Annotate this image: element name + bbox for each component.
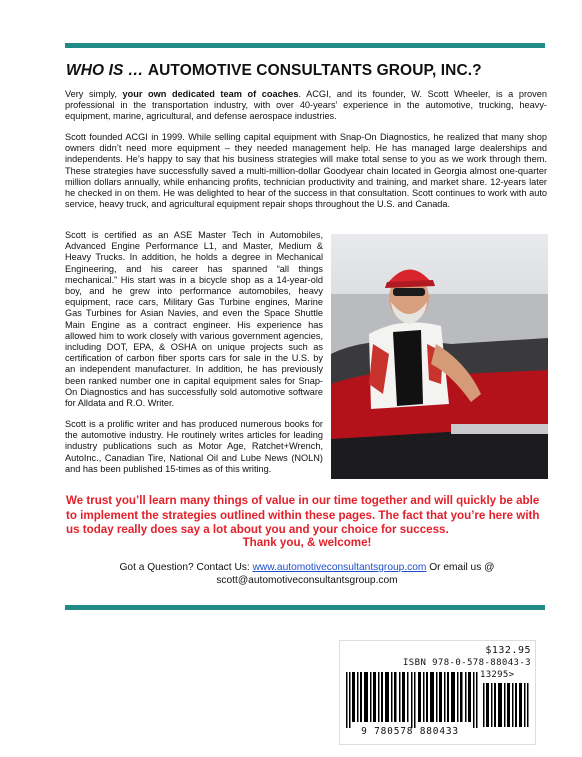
page-title — [66, 62, 546, 80]
intro-paragraph — [65, 89, 547, 123]
credentials-paragraph: Scott is certified as an ASE Master Tech in Automobiles, Advanced Engine Performance L1, and Master, Medium & Heavy Trucks. In addition, he holds a degree in Mechanical Engineering, and his career has spanned “all things mechanical.” His start was in a bicycle shop as a 14-year-old boy, and he grew into performance automobiles, heavy equipment, race cars, Military Gas Turbine engines, Marine Gas Turbines for Asian Navies, and even the Space Shuttle Main Engine as a contract engineer. His experience has allowed him to work closely with various government agencies, including DOT, EPA, & OSHA on unique projects such as certification of carbon fiber sports cars for sale in the U.S. by an independent manufacturer. In addition, he has previously been ranked number one in capital equipment sales for Snap-On Diagnostics and has successfully sold automotive software for Alldata and R.O. Writer. — [65, 230, 323, 409]
intro-text-end: . ACGI, and its founder, W. Scott Wheeler, is a proven professional in the transportation industry, with over 40-years’ experience in the automotive, trucking, heavy-equipment, marine, agricultural, and defense aerospace industries. — [65, 89, 547, 122]
top-divider — [65, 43, 545, 48]
isbn-label: ISBN 978-0-578-88043-3 — [402, 658, 531, 668]
author-photo — [331, 234, 548, 479]
intro-bold-text: your own dedicated team of coaches — [122, 89, 299, 99]
contact-prefix: Got a Question? Contact Us: — [119, 562, 253, 573]
thanks-message: Thank you, & welcome! — [242, 536, 372, 549]
ean-barcode — [346, 672, 480, 728]
ean-digits: 9 780578 880433 — [361, 726, 459, 737]
email-address: scott@automotiveconsultantsgroup.com — [216, 575, 398, 586]
intro-text-start: Very simply, — [65, 89, 123, 99]
addon-barcode — [483, 683, 529, 727]
title-lead: WHO IS … — [66, 62, 148, 79]
bottom-divider — [65, 605, 545, 610]
closing-message: We trust you’ll learn many things of value in our time together and will quickly be able to implement the strategies outlined within these pages. The fact that you’re here with us today really does say a lot about you and your choice for success. — [66, 494, 540, 536]
title-rest: AUTOMOTIVE CONSULTANTS GROUP, INC.? — [147, 62, 482, 79]
isbn-barcode-block — [339, 640, 536, 745]
addon-digits: 13295> — [480, 670, 515, 680]
website-link[interactable]: www.automotiveconsultantsgroup.com — [252, 562, 427, 573]
history-paragraph: Scott founded ACGI in 1999. While selling capital equipment with Snap-On Diagnostics, he realized that many shop owners didn’t need more equipment – they needed management help. He has managed large dealerships and independents. He’s happy to say that his business strategies will make total sense to you as we work through them. These strategies have successfully saved a multi-million-dollar Goodyear chain located in Georgia almost one-quarter million dollars annually, while enhancing profits, technician productivity and training, and market share. 12-years later he checked in on them. He was delighted to hear of the success in that consultation. Scott continues to work with auto service, heavy truck, and agricultural equipment repair shops throughout the U.S. and Canada. — [65, 132, 547, 210]
publications-paragraph: Scott is a prolific writer and has produced numerous books for the automotive industry. He routinely writes articles for leading industry publications such as Motor Age, Ratchet+Wrench, AutoInc., Canadian Tire, National Oil and Lube News (NOLN) and has been published 15-times as of this writing. — [65, 419, 323, 474]
price-label: $132.95 — [485, 645, 531, 656]
contact-middle: Or email us @ — [426, 562, 495, 573]
contact-block — [66, 561, 548, 587]
